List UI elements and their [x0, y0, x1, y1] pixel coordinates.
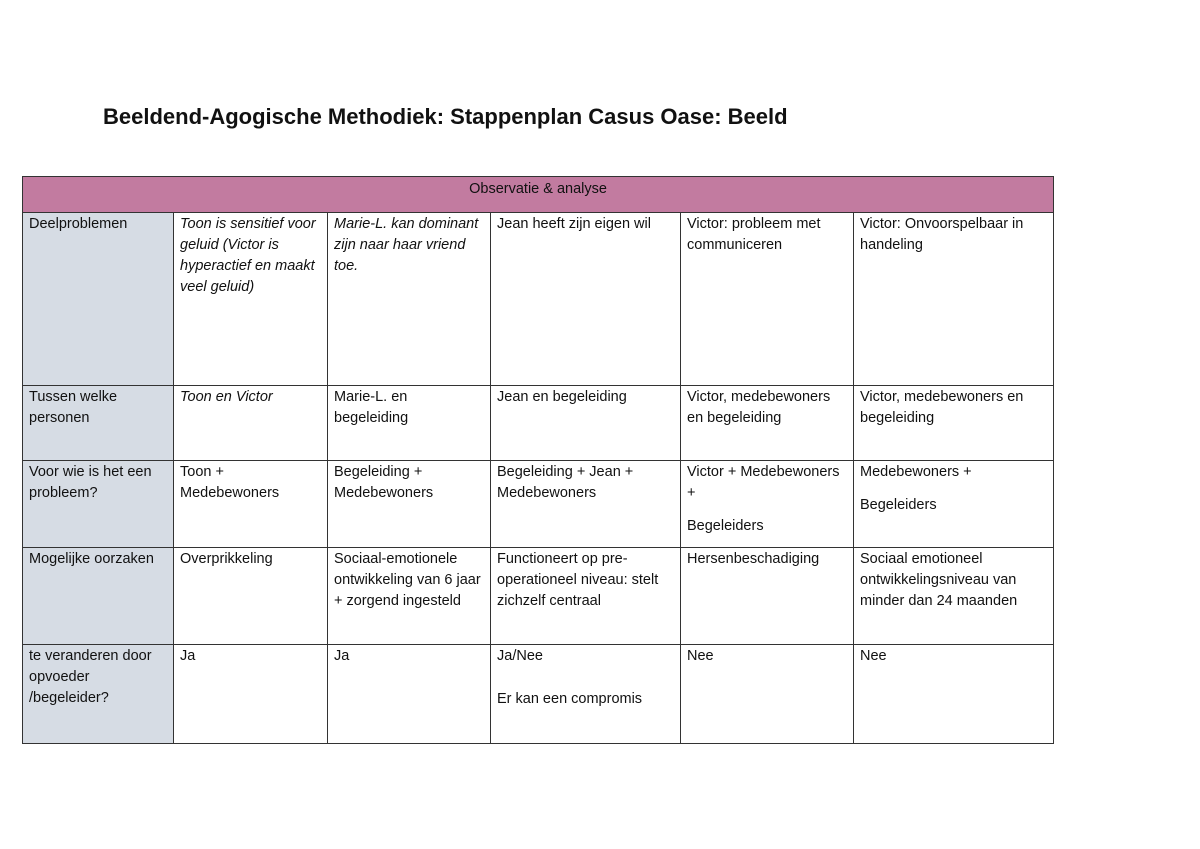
table-cell [491, 461, 681, 548]
table-cell [328, 548, 491, 645]
table-cell [854, 386, 1054, 461]
cell-text: Medebewoners + [860, 464, 972, 480]
row-label: te veranderen door opvoeder /begeleider? [23, 645, 174, 744]
cell-text: Begeleiding + Jean + Medebewoners [497, 464, 634, 501]
header-row [23, 177, 1054, 213]
cell-text: Jean heeft zijn eigen wil [497, 216, 651, 232]
page-title: Beeldend-Agogische Methodiek: Stappenplan Casus Oase: Beeld [103, 104, 788, 129]
cell-text: Ja [334, 648, 350, 664]
cell-text: Ja/Nee [497, 648, 543, 664]
cell-text: Nee [687, 648, 714, 664]
row-label: Deelproblemen [23, 213, 174, 386]
cell-text: Jean en begeleiding [497, 389, 627, 405]
table-cell [491, 645, 681, 744]
table-row [23, 645, 1054, 744]
cell-text: Victor + Medebewoners + [687, 464, 840, 501]
table-cell [174, 461, 328, 548]
row-label: Voor wie is het een probleem? [23, 461, 174, 548]
row-label: Mogelijke oorzaken [23, 548, 174, 645]
table-cell [854, 461, 1054, 548]
table-cell [681, 548, 854, 645]
cell-text: Victor, medebewoners en begeleiding [687, 389, 831, 426]
cell-text: Toon is sensitief voor geluid (Victor is hyperactief en maakt veel geluid) [180, 216, 316, 295]
cell-text: Overprikkeling [180, 551, 273, 567]
table-cell [854, 213, 1054, 386]
table-cell [681, 213, 854, 386]
table-cell [854, 548, 1054, 645]
table-cell [491, 386, 681, 461]
cell-text: Begeleiding + Medebewoners [334, 464, 434, 501]
cell-extra-text: Begeleiders [860, 497, 937, 513]
table-cell [174, 386, 328, 461]
cell-text: Victor, medebewoners en begeleiding [860, 389, 1024, 426]
table-cell [328, 213, 491, 386]
table-cell [174, 548, 328, 645]
cell-text: Toon en Victor [180, 389, 273, 405]
cell-text: Marie-L. en begeleiding [334, 389, 409, 426]
table-cell [681, 645, 854, 744]
section-header: Observatie & analyse [23, 177, 1054, 213]
row-label: Tussen welke personen [23, 386, 174, 461]
table-cell [491, 548, 681, 645]
table-cell [174, 213, 328, 386]
cell-extra-text: Er kan een compromis [497, 691, 643, 707]
cell-text: Nee [860, 648, 887, 664]
table-cell [681, 386, 854, 461]
cell-text: Ja [180, 648, 196, 664]
table-cell [491, 213, 681, 386]
analysis-table [22, 176, 1054, 744]
cell-text: Sociaal-emotionele ontwikkeling van 6 jaar + zorgend ingesteld [334, 551, 481, 609]
table-cell [328, 461, 491, 548]
table-row [23, 461, 1054, 548]
cell-text: Victor: probleem met communiceren [687, 216, 821, 253]
table-cell [174, 645, 328, 744]
cell-text: Sociaal emotioneel ontwikkelingsniveau van minder dan 24 maanden [860, 551, 1018, 609]
cell-extra-text: Begeleiders [687, 518, 764, 534]
cell-text: Marie-L. kan dominant zijn naar haar vriend toe. [334, 216, 479, 274]
cell-text: Toon + Medebewoners [180, 464, 280, 501]
table-cell [681, 461, 854, 548]
table-cell [328, 386, 491, 461]
cell-text: Victor: Onvoorspelbaar in handeling [860, 216, 1024, 253]
table-cell [328, 645, 491, 744]
cell-text: Functioneert op pre-operationeel niveau: stelt zichzelf centraal [497, 551, 659, 609]
table-row [23, 548, 1054, 645]
table-row [23, 213, 1054, 386]
cell-text: Hersenbeschadiging [687, 551, 820, 567]
table-row [23, 386, 1054, 461]
table-cell [854, 645, 1054, 744]
